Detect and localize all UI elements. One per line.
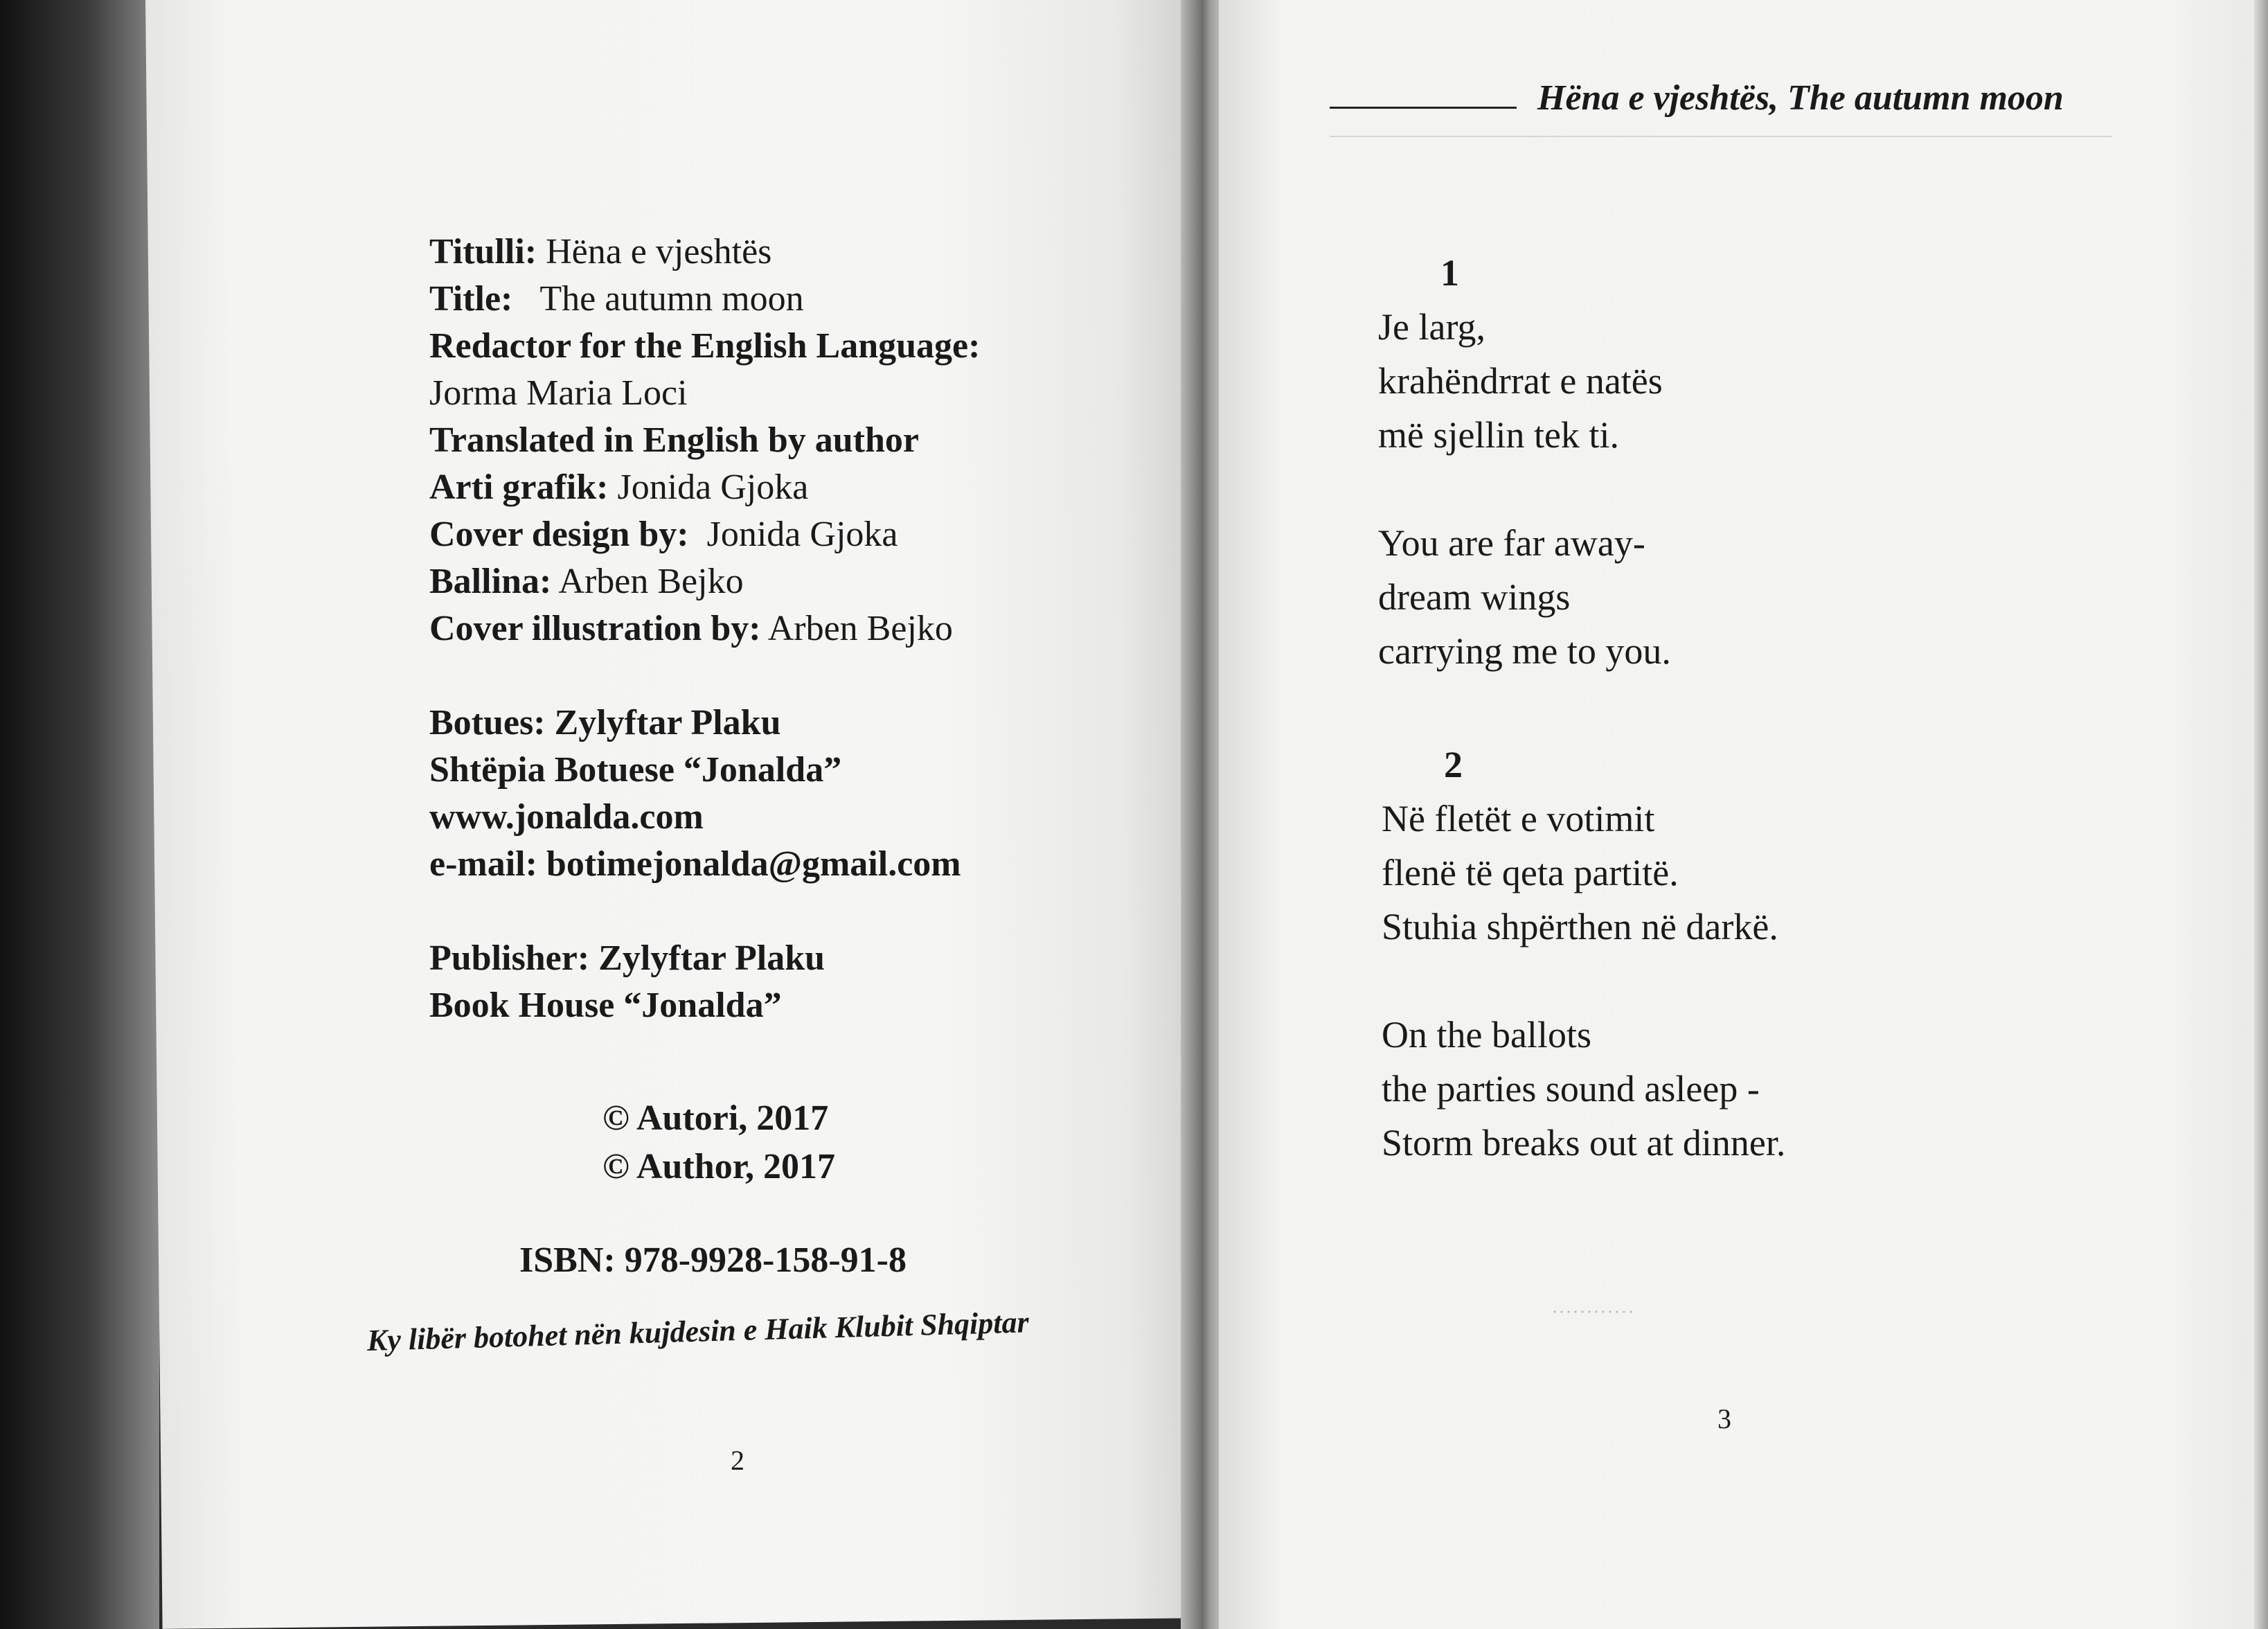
colophon-redactor-value: Jorma Maria Loci bbox=[429, 373, 688, 413]
poem-line: Në fletët e votimit bbox=[1382, 798, 1655, 839]
poem-1 bbox=[1378, 246, 1671, 678]
colophon-translated: Translated in English by author bbox=[429, 420, 920, 460]
colophon-publisher: Publisher: Zylyftar Plaku bbox=[429, 938, 825, 978]
poem-line: Je larg, bbox=[1378, 306, 1485, 348]
page-number-left: 2 bbox=[731, 1445, 744, 1476]
colophon bbox=[429, 229, 980, 1029]
colophon-titulli: Titulli: Hëna e vjeshtës bbox=[429, 232, 772, 272]
colophon-arti: Arti grafik: Jonida Gjoka bbox=[429, 468, 809, 507]
running-head-underline bbox=[1330, 136, 2112, 137]
copyright-author: © Author, 2017 bbox=[602, 1147, 835, 1186]
poem-line: flenë të qeta partitë. bbox=[1382, 852, 1679, 893]
poem-line: the parties sound asleep - bbox=[1382, 1068, 1760, 1110]
poem-line: carrying me to you. bbox=[1378, 630, 1671, 672]
poem-line: krahëndrrat e natës bbox=[1378, 360, 1663, 402]
colophon-gap bbox=[429, 652, 980, 700]
poem-number: 1 bbox=[1440, 252, 1459, 294]
stanza-gap bbox=[1378, 462, 1671, 516]
poem-line: më sjellin tek ti. bbox=[1378, 414, 1619, 456]
colophon-botues: Botues: Zylyftar Plaku bbox=[429, 703, 781, 742]
isbn: ISBN: 978-9928-158-91-8 bbox=[519, 1240, 907, 1280]
book-right-edge bbox=[2254, 0, 2268, 1629]
running-head-title: Hëna e vjeshtës, The autumn moon bbox=[1537, 78, 2064, 118]
poem-line: On the ballots bbox=[1382, 1014, 1591, 1056]
poem-2 bbox=[1382, 738, 1785, 1170]
colophon-book-house: Book House “Jonalda” bbox=[429, 986, 782, 1025]
sponsor-note: Ky libër botohet nën kujdesin e Haik Klubit Shqiptar bbox=[366, 1305, 1030, 1358]
poem-line: You are far away- bbox=[1378, 522, 1645, 564]
poem-line: Stuhia shpërthen në darkë. bbox=[1382, 906, 1778, 947]
colophon-email: e-mail: botimejonalda@gmail.com bbox=[429, 844, 961, 884]
colophon-website: www.jonalda.com bbox=[429, 797, 704, 837]
copyright-autori: © Autori, 2017 bbox=[602, 1098, 829, 1138]
poem-line: dream wings bbox=[1378, 576, 1571, 618]
running-head bbox=[1330, 78, 2112, 118]
poem-line: Storm breaks out at dinner. bbox=[1382, 1122, 1786, 1164]
page-number-right: 3 bbox=[1717, 1403, 1731, 1434]
colophon-shtepia: Shtëpia Botuese “Jonalda” bbox=[429, 750, 842, 790]
colophon-ballina: Ballina: Arben Bejko bbox=[429, 562, 744, 601]
book-edge bbox=[0, 0, 159, 1629]
poem-number: 2 bbox=[1444, 744, 1463, 785]
paper-speck bbox=[1551, 1309, 1634, 1315]
colophon-redactor-label: Redactor for the English Language: bbox=[429, 326, 981, 366]
colophon-cover-design: Cover design by: Jonida Gjoka bbox=[429, 515, 898, 554]
stanza-gap bbox=[1382, 954, 1785, 1008]
colophon-cover-illustration: Cover illustration by: Arben Bejko bbox=[429, 609, 953, 648]
running-head-rule bbox=[1330, 107, 1517, 109]
colophon-gap bbox=[429, 888, 980, 935]
colophon-title: Title: The autumn moon bbox=[429, 279, 804, 319]
